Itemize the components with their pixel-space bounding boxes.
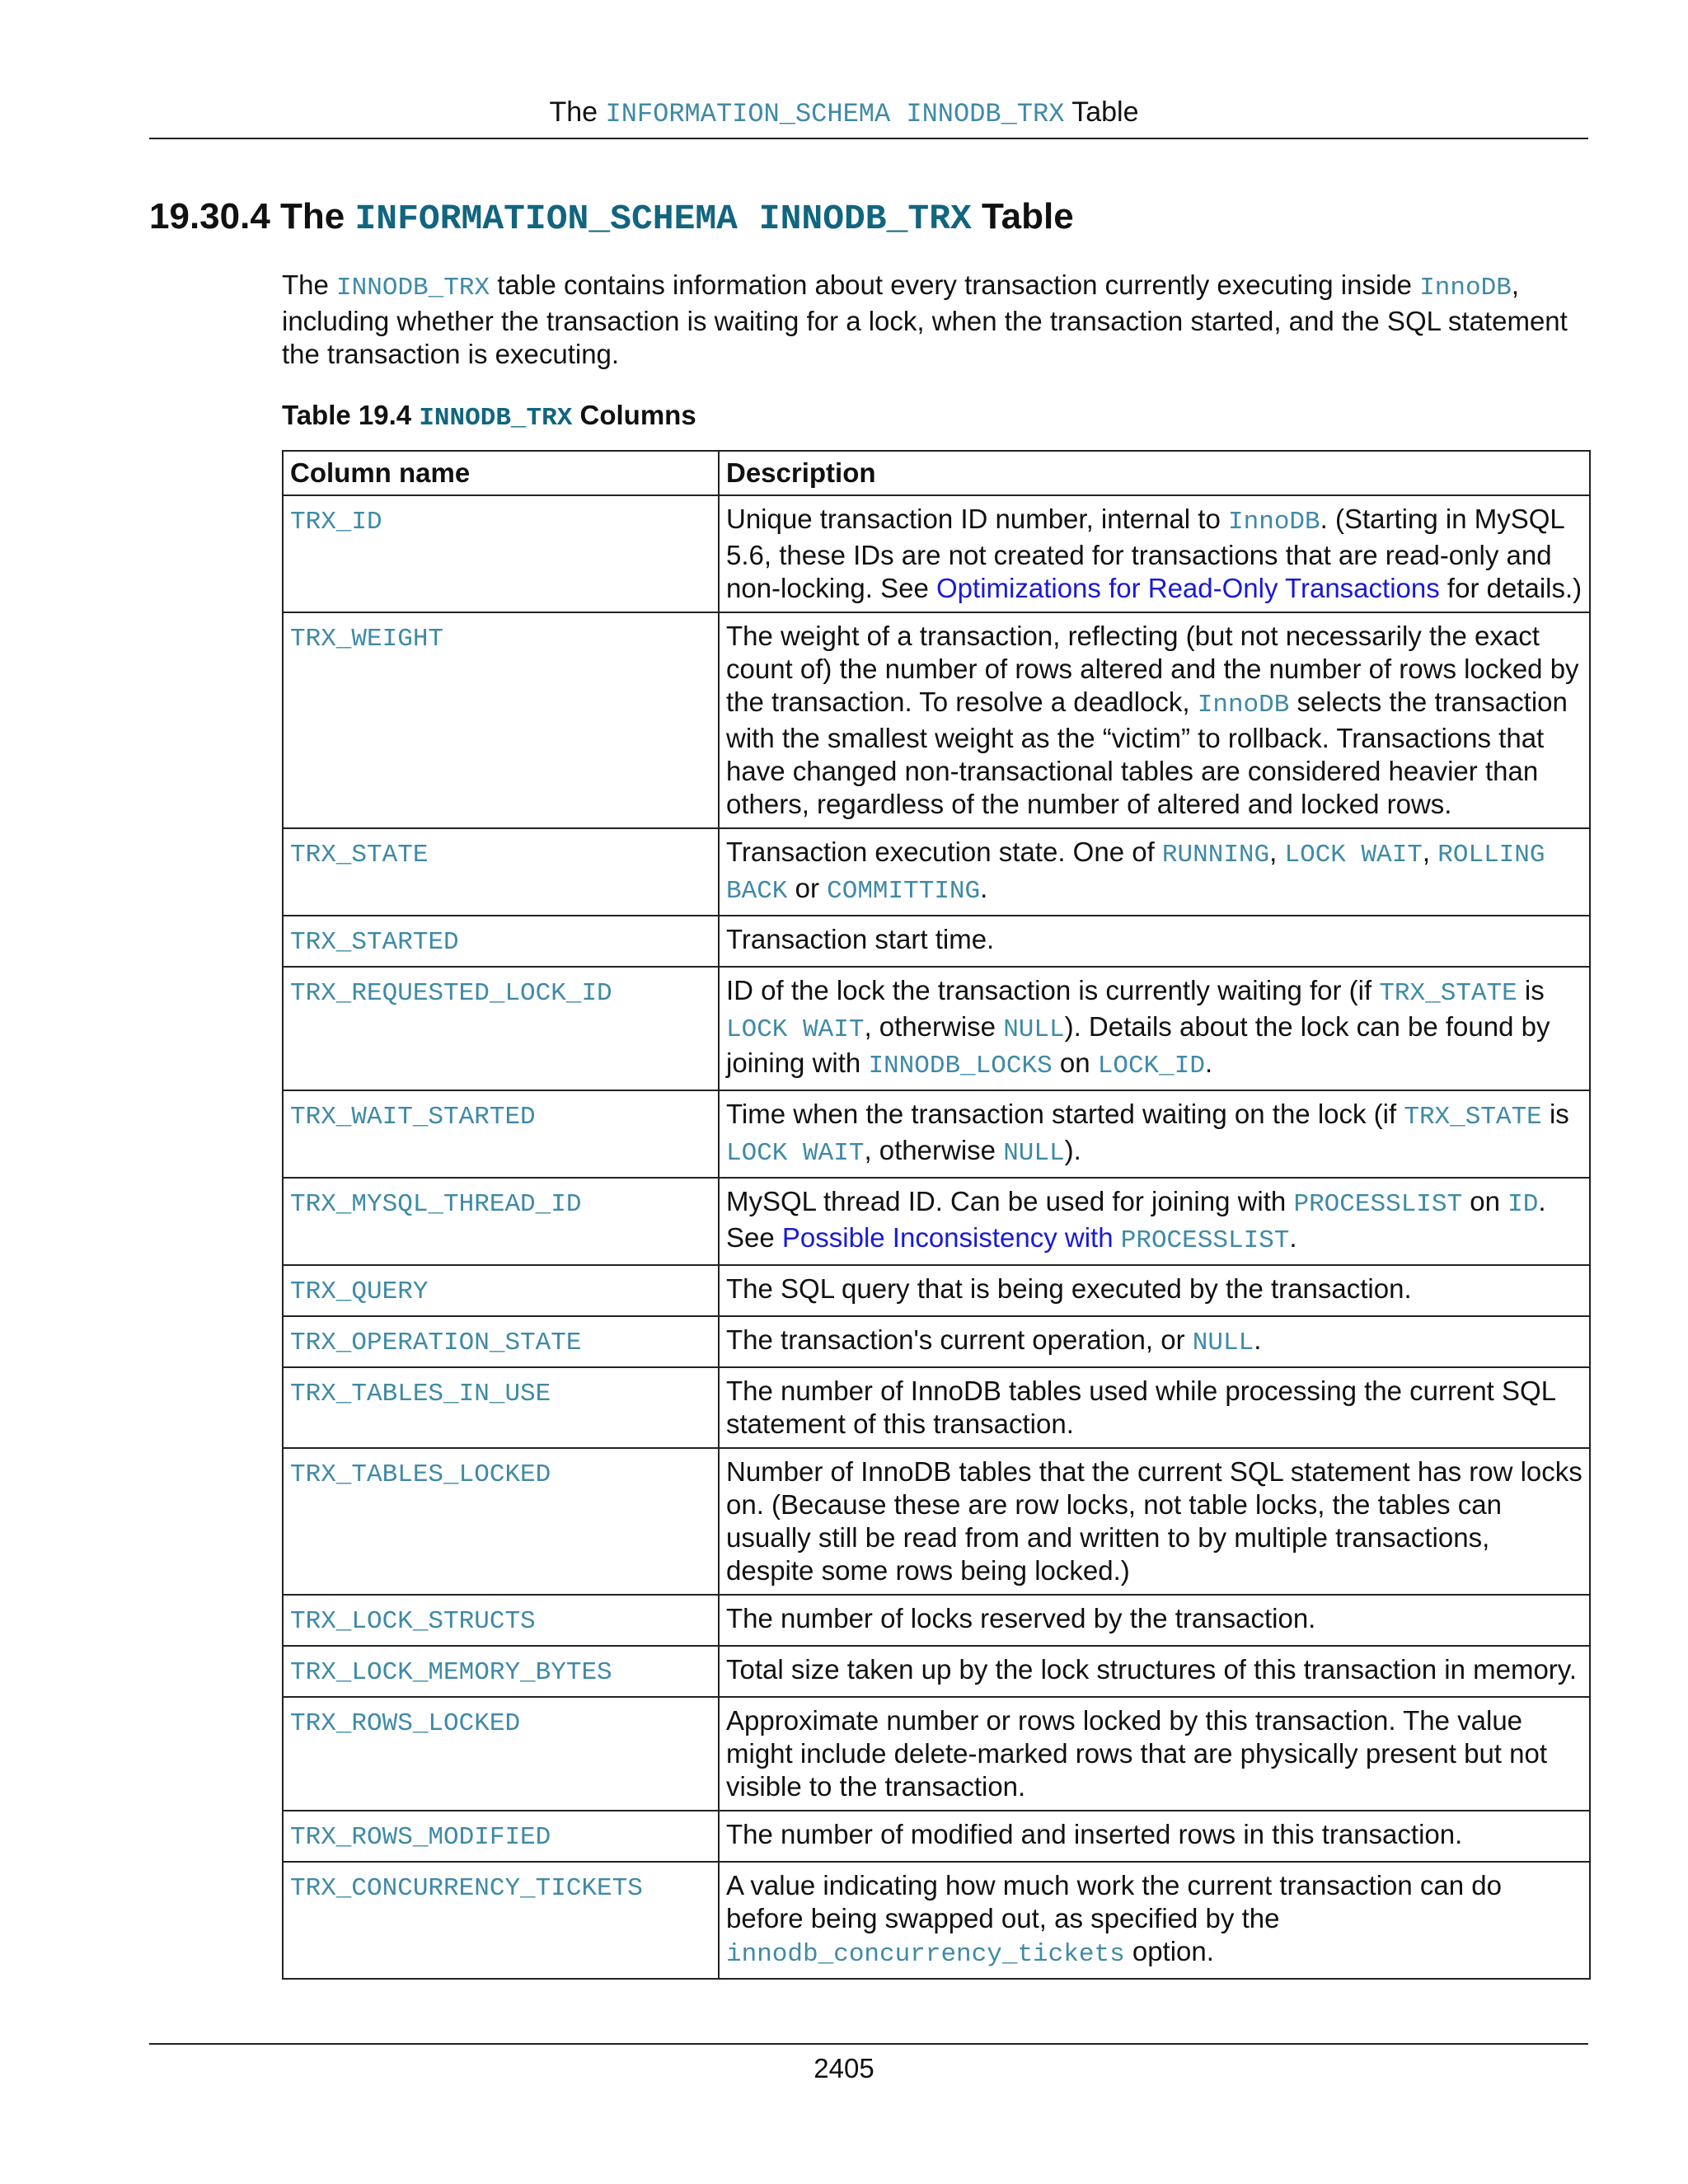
table-row (283, 495, 1590, 612)
description-cell (719, 1646, 1590, 1697)
description-text: is (1517, 975, 1545, 1005)
description-text: Transaction start time. (726, 924, 995, 954)
table-row (283, 1811, 1590, 1862)
description-cell (719, 1448, 1590, 1595)
description-cell (719, 1090, 1590, 1178)
description-code: ID (1507, 1190, 1539, 1219)
description-text: Transaction execution state. One of (726, 837, 1162, 867)
description-text: . (1254, 1324, 1262, 1355)
description-text: The transaction's current operation, or (726, 1324, 1193, 1355)
description-text: . (1289, 1222, 1297, 1253)
description-cell (719, 1265, 1590, 1316)
description-text: The SQL query that is being executed by the transaction. (726, 1273, 1412, 1304)
running-header-code: INFORMATION_SCHEMA INNODB_TRX (605, 99, 1065, 129)
column-name: TRX_STARTED (290, 928, 459, 957)
description-text: The number of locks reserved by the transaction. (726, 1603, 1316, 1633)
section-title (149, 193, 1074, 243)
description-text: is (1541, 1099, 1569, 1129)
read-only-transactions-link[interactable]: Optimizations for Read-Only Transactions (936, 573, 1440, 603)
table-header-row (283, 451, 1590, 495)
description-code: innodb_concurrency_tickets (726, 1940, 1125, 1969)
description-code: INNODB_LOCKS (868, 1052, 1053, 1080)
description-cell (719, 1811, 1590, 1862)
table-row (283, 1178, 1590, 1265)
description-cell (719, 1367, 1590, 1448)
link-code: PROCESSLIST (1120, 1226, 1290, 1255)
column-name-cell (283, 1862, 719, 1979)
description-text: on (1052, 1047, 1098, 1078)
column-name: TRX_OPERATION_STATE (290, 1329, 582, 1357)
column-name-cell (283, 612, 719, 828)
table-row (283, 916, 1590, 967)
column-name-cell (283, 1646, 719, 1697)
column-name-cell (283, 1090, 719, 1178)
table-row (283, 967, 1590, 1090)
description-text: Unique transaction ID number, internal to (726, 504, 1229, 534)
intro-code: InnoDB (1419, 274, 1512, 302)
columns-table (282, 450, 1591, 1980)
caption-suffix: Columns (572, 400, 696, 430)
column-name: TRX_MYSQL_THREAD_ID (290, 1190, 582, 1219)
description-cell (719, 1697, 1590, 1811)
column-name: TRX_LOCK_STRUCTS (290, 1607, 536, 1636)
column-name: TRX_REQUESTED_LOCK_ID (290, 979, 612, 1008)
columns-table-wrapper (282, 450, 1591, 1980)
column-name-cell (283, 967, 719, 1090)
description-text: MySQL thread ID. Can be used for joining with (726, 1186, 1294, 1216)
table-row (283, 1090, 1590, 1178)
column-name: TRX_CONCURRENCY_TICKETS (290, 1874, 643, 1903)
processlist-inconsistency-link[interactable] (782, 1222, 1290, 1253)
description-cell (719, 916, 1590, 967)
intro-code: INNODB_TRX (336, 274, 490, 302)
column-header-description: Description (719, 451, 1590, 495)
description-text: . See (726, 1186, 1546, 1253)
description-text: on (1462, 1186, 1508, 1216)
description-cell (719, 967, 1590, 1090)
description-cell (719, 1862, 1590, 1979)
description-cell (719, 1178, 1590, 1265)
description-cell (719, 612, 1590, 828)
intro-paragraph (282, 269, 1601, 371)
description-text: for details.) (1439, 573, 1582, 603)
description-text: A value indicating how much work the current transaction can do before being swapped out, as specified by the (726, 1870, 1503, 1933)
description-text: ). Details about the lock can be found by joining with (726, 1011, 1550, 1078)
column-name: TRX_TABLES_IN_USE (290, 1380, 551, 1408)
running-header-suffix: Table (1064, 96, 1139, 128)
column-name-cell (283, 1811, 719, 1862)
description-code: LOCK WAIT (726, 1139, 865, 1168)
page-number: 2405 (814, 2053, 874, 2083)
description-text: ID of the lock the transaction is currently waiting for (if (726, 975, 1380, 1005)
description-code: InnoDB (1197, 691, 1290, 719)
description-cell (719, 828, 1590, 916)
table-row (283, 1448, 1590, 1595)
description-code: NULL (1003, 1015, 1065, 1044)
column-name: TRX_ID (290, 508, 382, 537)
column-name: TRX_LOCK_MEMORY_BYTES (290, 1658, 612, 1687)
section-title-code: INFORMATION_SCHEMA INNODB_TRX (354, 199, 972, 239)
description-text: option. (1124, 1936, 1214, 1966)
header-rule (149, 138, 1588, 139)
description-text: Time when the transaction started waiting on the lock (if (726, 1099, 1404, 1129)
description-text: , otherwise (864, 1135, 1004, 1165)
description-text: , (1422, 837, 1438, 867)
description-code: TRX_STATE (1404, 1103, 1542, 1132)
column-name: TRX_WEIGHT (290, 625, 444, 654)
table-row (283, 828, 1590, 916)
running-header (0, 94, 1688, 133)
column-header-name: Column name (283, 451, 719, 495)
table-row (283, 1646, 1590, 1697)
column-name: TRX_TABLES_LOCKED (290, 1460, 551, 1489)
description-text: The number of InnoDB tables used while processing the current SQL statement of this transaction. (726, 1376, 1555, 1439)
section-title-suffix: Table (971, 196, 1074, 237)
description-text: Number of InnoDB tables that the current SQL statement has row locks on. (Because these are row locks, not table locks, the tables can usually still be read from and written to by multiple transactions, despite some rows being locked.) (726, 1456, 1582, 1586)
description-text: or (787, 873, 828, 903)
column-name: TRX_WAIT_STARTED (290, 1103, 536, 1132)
description-code: COMMITTING (827, 877, 981, 906)
caption-prefix: Table 19.4 (282, 400, 420, 430)
column-name-cell (283, 1265, 719, 1316)
description-text: . (980, 873, 988, 903)
column-name-cell (283, 1178, 719, 1265)
description-code: ROLLING BACK (726, 841, 1545, 906)
intro-text: , including whether the transaction is waiting for a lock, when the transaction started, and the SQL statement the transaction is executing. (282, 269, 1568, 369)
description-code: InnoDB (1228, 508, 1320, 537)
description-text: . (1204, 1047, 1213, 1078)
table-row (283, 1595, 1590, 1646)
table-caption (282, 397, 696, 437)
description-cell (719, 1316, 1590, 1367)
description-code: TRX_STATE (1379, 979, 1517, 1008)
table-row (283, 1862, 1590, 1979)
column-name: TRX_STATE (290, 841, 429, 869)
section-title-prefix: The (270, 196, 355, 237)
description-code: LOCK_ID (1097, 1052, 1205, 1080)
table-row (283, 1316, 1590, 1367)
description-text: Approximate number or rows locked by this transaction. The value might include delete-marked rows that are physically present but not visible to the transaction. (726, 1705, 1548, 1802)
column-name-cell (283, 916, 719, 967)
description-code: NULL (1003, 1139, 1065, 1168)
column-name-cell (283, 1316, 719, 1367)
description-text: , (1269, 837, 1285, 867)
table-row (283, 612, 1590, 828)
table-row (283, 1697, 1590, 1811)
description-text: Total size taken up by the lock structures of this transaction in memory. (726, 1654, 1578, 1685)
description-code: PROCESSLIST (1293, 1190, 1463, 1219)
description-cell (719, 495, 1590, 612)
description-code: NULL (1192, 1329, 1254, 1357)
description-text: selects the transaction with the smallest weight as the “victim” to rollback. Transactions that have changed non-transactional tables are considered heavier than others, regardless of the number of altered and locked rows. (726, 687, 1568, 819)
description-code: LOCK WAIT (1284, 841, 1423, 869)
running-header-prefix: The (549, 96, 606, 128)
column-name: TRX_ROWS_LOCKED (290, 1709, 521, 1738)
description-code: LOCK WAIT (726, 1015, 865, 1044)
column-name-cell (283, 1595, 719, 1646)
caption-code: INNODB_TRX (419, 404, 573, 433)
description-text: The number of modified and inserted rows in this transaction. (726, 1819, 1463, 1849)
description-text: ). (1064, 1135, 1081, 1165)
footer-rule (149, 2043, 1588, 2045)
intro-text: table contains information about every transaction currently executing inside (490, 269, 1420, 300)
description-text: , otherwise (864, 1011, 1004, 1042)
intro-text: The (282, 269, 337, 300)
column-name-cell (283, 1697, 719, 1811)
column-name-cell (283, 828, 719, 916)
description-text: . (Starting in MySQL 5.6, these IDs are not created for transactions that are read-only and non-locking. See (726, 504, 1564, 603)
description-code: RUNNING (1161, 841, 1270, 869)
table-row (283, 1265, 1590, 1316)
link-text: Possible Inconsistency with (781, 1222, 1121, 1253)
column-name-cell (283, 495, 719, 612)
section-number: 19.30.4 (149, 196, 270, 237)
column-name-cell (283, 1448, 719, 1595)
table-row (283, 1367, 1590, 1448)
description-cell (719, 1595, 1590, 1646)
description-text: The weight of a transaction, reflecting (but not necessarily the exact count of) the number of rows altered and the number of rows locked by the transaction. To resolve a deadlock, (726, 621, 1579, 717)
column-name: TRX_QUERY (290, 1277, 429, 1306)
column-name: TRX_ROWS_MODIFIED (290, 1823, 551, 1852)
column-name-cell (283, 1367, 719, 1448)
